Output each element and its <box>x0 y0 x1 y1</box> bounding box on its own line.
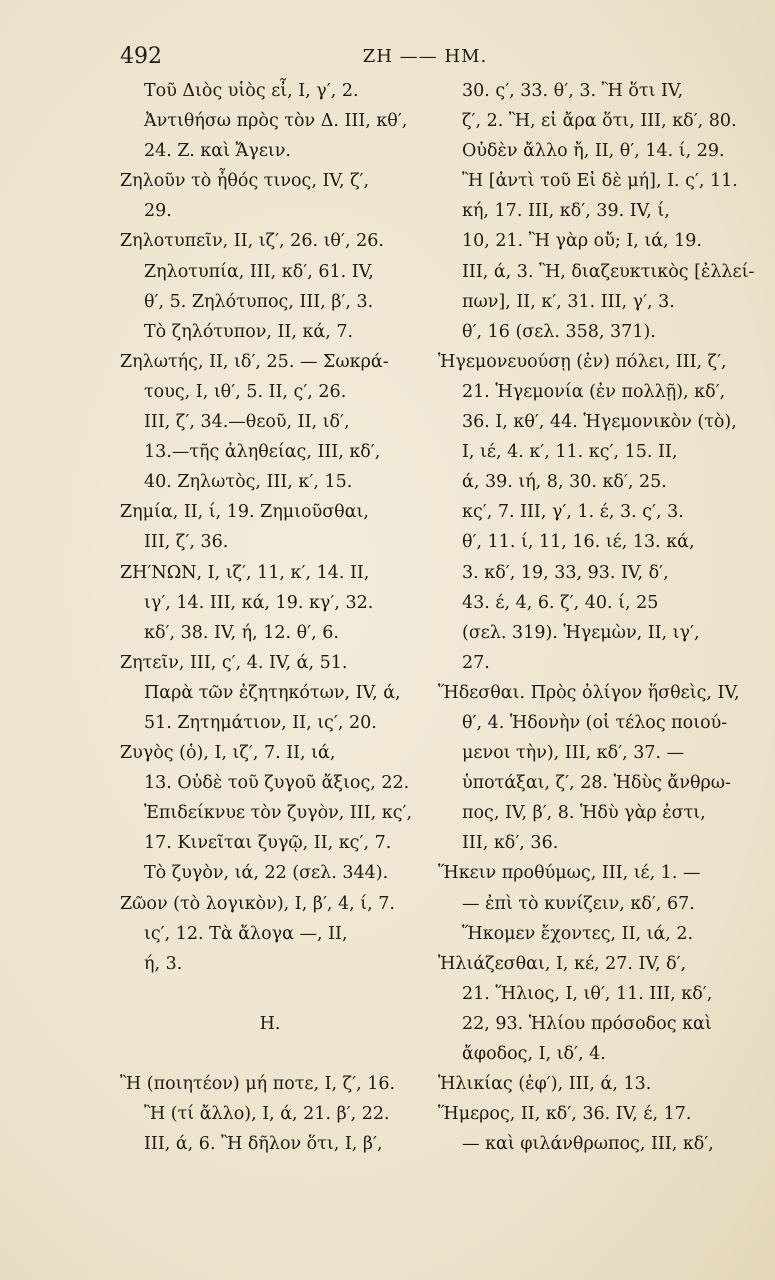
index-entry-line: ιγ′, 14. III, κά, 19. κγ′, 32. <box>144 592 374 613</box>
index-entry-line: Ἢ (τί ἄλλο), I, ά, 21. β′, 22. <box>144 1104 390 1125</box>
index-entry-line: 13. Οὐδὲ τοῦ ζυγοῦ ἄξιος, 22. <box>144 773 410 794</box>
right-column <box>438 76 755 1159</box>
index-entry-line: 40. Ζηλωτὸς, III, κ′, 15. <box>144 472 353 493</box>
index-entry-line: κς′, 7. III, γ′, 1. έ, 3. ς′, 3. <box>462 502 684 523</box>
index-entry-line: Ἢ (ποιητέον) μή ποτε, I, ζ′, 16. <box>120 1074 396 1095</box>
index-entry-line: 24. Z. καὶ Ἄγειν. <box>144 141 291 162</box>
index-entry-line: I, ιέ, 4. κ′, 11. κς′, 15. II, <box>462 442 678 463</box>
index-entry-line: 22, 93. Ἡλίου πρόσοδος καὶ <box>462 1013 712 1034</box>
index-entry-line: Ἀντιθήσω πρὸς τὸν Δ. III, κθ′, <box>144 111 408 132</box>
index-entry-line <box>120 1039 420 1069</box>
index-entry-line: Ζυγὸς (ὁ), I, ιζ′, 7. II, ιά, <box>120 743 336 764</box>
index-entry-line: Ζηλοῦν τὸ ἦθός τινος, IV, ζ′, <box>120 171 370 192</box>
index-entry-line: Τὸ ζυγὸν, ιά, 22 (σελ. 344). <box>144 863 389 884</box>
index-entry-line: III, κδ′, 36. <box>462 833 559 854</box>
index-entry-line: III, ά, 6. Ἢ δῆλον ὅτι, I, β′, <box>144 1134 383 1155</box>
index-entry-line: Ἡλιάζεσθαι, I, κέ, 27. IV, δ′, <box>438 953 687 974</box>
index-entry-line: (σελ. 319). Ἡγεμὼν, II, ιγ′, <box>462 622 700 643</box>
index-entry-line: 17. Κινεῖται ζυγῷ, II, κς′, 7. <box>144 833 392 854</box>
index-entry-line: Ἡγεμονευούσῃ (ἐν) πόλει, III, ζ′, <box>438 351 727 372</box>
index-entry-line: τους, I, ιθ′, 5. II, ς′, 26. <box>144 381 347 402</box>
index-entry-line: Ἢ [ἀντὶ τοῦ Εἰ δὲ μή], I. ς′, 11. <box>462 171 738 192</box>
page-number: 492 <box>120 44 162 69</box>
index-entry-line: 13.—τῆς ἀληθείας, III, κδ′, <box>144 442 381 463</box>
index-entry-line: ή, 3. <box>144 953 183 974</box>
index-entry-line: 3. κδ′, 19, 33, 93. IV, δ′, <box>462 562 669 583</box>
index-entry-line: θ′, 4. Ἡδονὴν (οἱ τέλος ποιού- <box>462 712 728 733</box>
index-entry-line: Ἥμερος, II, κδ′, 36. IV, έ, 17. <box>438 1104 692 1125</box>
index-entry-line: III, ά, 3. Ἢ, διαζευκτικὸς [ἐλλεί- <box>462 261 755 282</box>
index-entry-line: Ἐπιδείκνυε τὸν ζυγὸν, III, κς′, <box>144 803 413 824</box>
index-entry-line: κή, 17. III, κδ′, 39. IV, ί, <box>462 201 670 222</box>
index-entry-line: 21. Ἥλιος, I, ιθ′, 11. III, κδ′, <box>462 983 713 1004</box>
index-entry-line: 30. ς′, 33. θ′, 3. Ἢ ὅτι IV, <box>462 81 684 101</box>
index-entry-line: Παρὰ τῶν ἐζητηκότων, IV, ά, <box>144 682 401 703</box>
running-head: ZH —— HM. <box>362 46 488 67</box>
index-entry-line: III, ζ′, 36. <box>144 532 229 553</box>
page-header <box>120 44 730 74</box>
index-entry-line: — ἐπὶ τὸ κυνίζειν, κδ′, 67. <box>462 893 695 914</box>
index-entry-line: ἄφοδος, I, ιδ′, 4. <box>462 1044 606 1064</box>
index-entry-line: ζ′, 2. Ἢ, εἰ ἄρα ὅτι, III, κδ′, 80. <box>462 111 737 132</box>
index-entry-line: 10, 21. Ἢ γὰρ οὔ; I, ιά, 19. <box>462 231 702 252</box>
index-entry-line: Ζηλοτυπία, III, κδ′, 61. IV, <box>144 261 374 282</box>
index-entry-line: θ′, 5. Ζηλότυπος, III, β′, 3. <box>144 291 374 312</box>
index-entry-line: ΖΗ′ΝΩΝ, I, ιζ′, 11, κ′, 14. II, <box>120 562 370 583</box>
index-entry-line: 51. Ζητημάτιον, II, ις′, 20. <box>144 712 377 733</box>
index-entry-line: 43. έ, 4, 6. ζ′, 40. ί, 25 <box>462 592 659 613</box>
index-entry-line: μενοι τὴν), III, κδ′, 37. — <box>462 743 685 764</box>
index-entry-line: 36. I, κθ′, 44. Ἡγεμονικὸν (τὸ), <box>462 412 737 433</box>
index-entry-line <box>120 979 420 1009</box>
index-entry-line: Οὐδὲν ἄλλο ἤ, II, θ′, 14. ί, 29. <box>462 141 725 162</box>
index-entry-line: Ζητεῖν, III, ς′, 4. IV, ά, 51. <box>120 652 348 673</box>
index-entry-line: κδ′, 38. IV, ή, 12. θ′, 6. <box>144 622 339 643</box>
index-entry-line: III, ζ′, 34.—θεοῦ, II, ιδ′, <box>144 412 350 433</box>
index-entry-line: θ′, 11. ί, 11, 16. ιέ, 13. κά, <box>462 532 695 553</box>
index-entry-line: ά, 39. ιή, 8, 30. κδ′, 25. <box>462 472 667 493</box>
index-entry-line: Ἥκομεν ἔχοντες, II, ιά, 2. <box>462 923 694 944</box>
index-entry-line: Ζῶον (τὸ λογικὸν), I, β′, 4, ί, 7. <box>120 893 395 914</box>
section-heading: H. <box>259 1013 281 1034</box>
left-column <box>120 76 420 1159</box>
index-entry-line: Ζηλωτής, II, ιδ′, 25. — Σωκρά- <box>120 351 389 372</box>
index-entry-line: 21. Ἡγεμονία (ἐν πολλῇ), κδ′, <box>462 381 726 402</box>
index-entry-line: 29. <box>144 201 172 222</box>
index-entry-line: θ′, 16 (σελ. 358, 371). <box>462 321 656 342</box>
index-entry-line: Τὸ ζηλότυπον, II, κά, 7. <box>144 321 354 342</box>
index-entry-line: Τοῦ Διὸς υἱὸς εἶ, I, γ′, 2. <box>144 81 359 101</box>
index-entry-line: — καὶ φιλάνθρωπος, III, κδ′, <box>462 1134 714 1155</box>
index-entry-line: Ζηλοτυπεῖν, II, ιζ′, 26. ιθ′, 26. <box>120 231 384 252</box>
index-entry-line: ις′, 12. Τὰ ἄλογα —, II, <box>144 923 348 944</box>
index-entry-line: Ζημία, II, ί, 19. Ζημιοῦσθαι, <box>120 502 369 523</box>
index-entry-line: πος, IV, β′, 8. Ἡδὺ γὰρ ἐστι, <box>462 803 706 824</box>
index-entry-line: Ἡλικίας (ἐφ′), III, ά, 13. <box>438 1074 652 1095</box>
index-entry-line: Ἥκειν προθύμως, III, ιέ, 1. — <box>438 863 701 884</box>
index-entry-line: 27. <box>462 652 490 673</box>
index-entry-line: πων], II, κ′, 31. III, γ′, 3. <box>462 291 675 312</box>
index-entry-line: Ἥδεσθαι. Πρὸς ὀλίγον ἥσθεὶς, IV, <box>438 682 740 703</box>
index-entry-line: ὑποτάξαι, ζ′, 28. Ἡδὺς ἄνθρω- <box>462 773 731 794</box>
